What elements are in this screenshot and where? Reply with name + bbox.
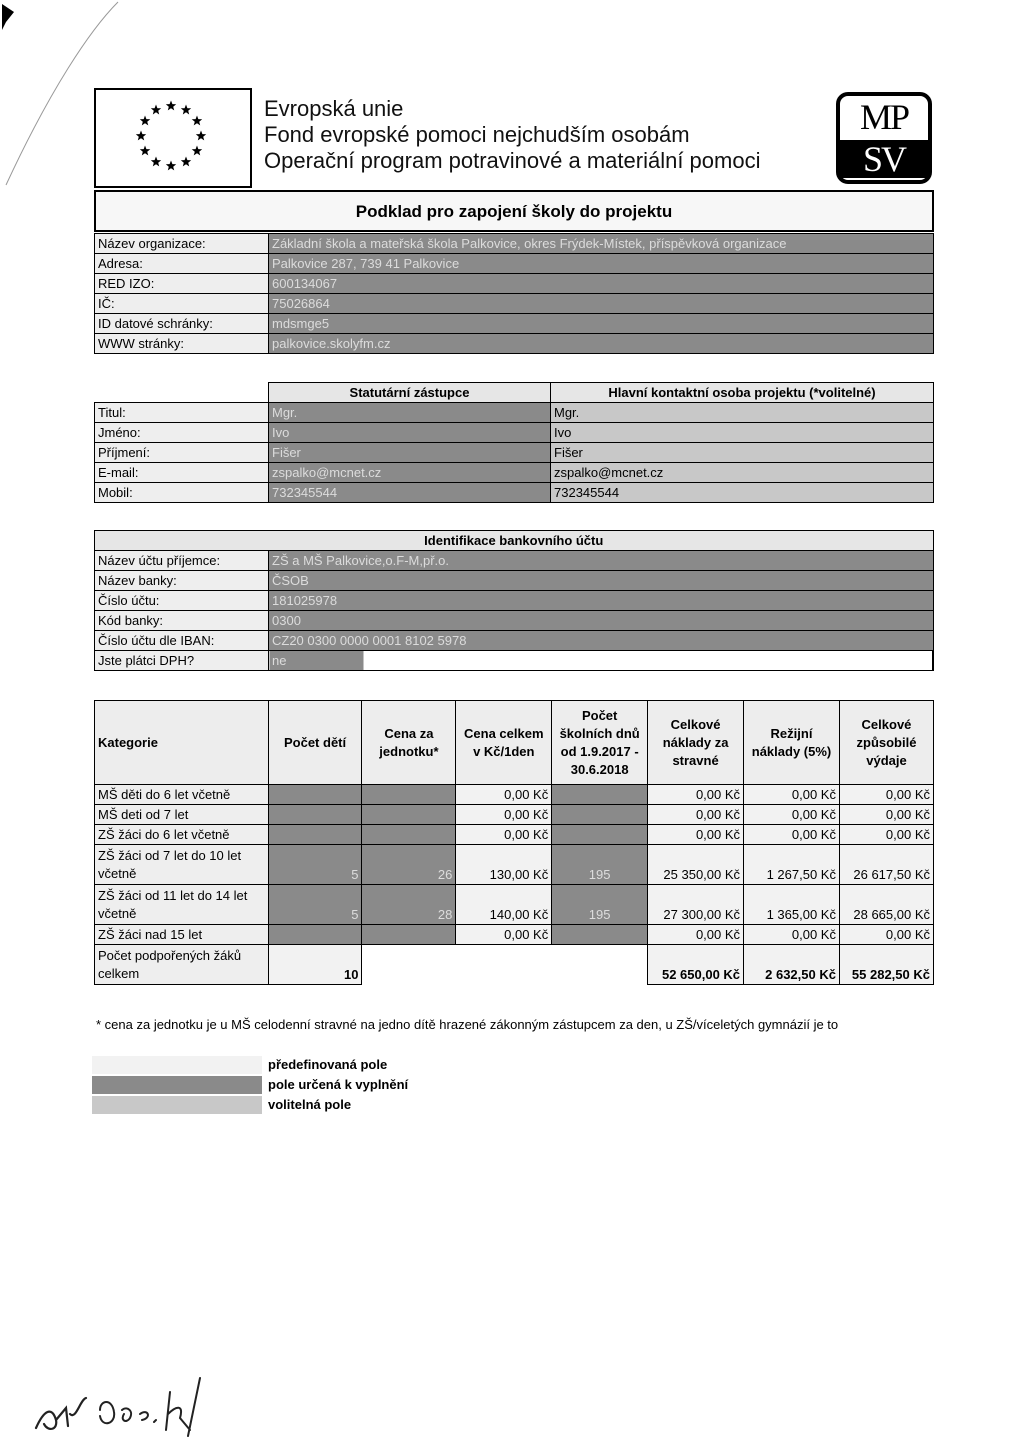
- cost-eligible: 0,00 Kč: [839, 925, 933, 945]
- cost-eligible: 0,00 Kč: [839, 825, 933, 845]
- bank-row: [95, 631, 934, 651]
- bank-label: Název účtu příjemce:: [95, 551, 269, 571]
- mpsv-logo-bottom: SV: [840, 140, 928, 178]
- cost-row: [95, 805, 934, 825]
- cost-count: [268, 825, 362, 845]
- cost-total-blank-2: [456, 945, 552, 985]
- contacts-header-blank: [95, 383, 269, 403]
- contact-main-value: zspalko@mcnet.cz: [551, 463, 934, 483]
- bank-label: Číslo účtu:: [95, 591, 269, 611]
- costs-col-eligible: Celkové způsobilé výdaje: [839, 701, 933, 785]
- cost-unit-price: 28: [362, 885, 456, 925]
- footnote: * cena za jednotku je u MŠ celodenní stravné na jedno dítě hrazené zákonným zástupcem za den, u ZŠ/víceletých gymnázií je to: [96, 1017, 839, 1032]
- cost-eligible: 28 665,00 Kč: [839, 885, 933, 925]
- contact-main-value: Ivo: [551, 423, 934, 443]
- cost-row: [95, 845, 934, 885]
- contacts-header-row: [95, 383, 934, 403]
- organization-label: WWW stránky:: [95, 334, 269, 354]
- contact-main-value: Fišer: [551, 443, 934, 463]
- legend-swatch-predefined: [92, 1056, 262, 1074]
- cost-total-day: 0,00 Kč: [456, 825, 552, 845]
- organization-row: [95, 274, 934, 294]
- cost-category: MŠ děti do 6 let včetně: [95, 785, 269, 805]
- costs-table: [94, 700, 934, 985]
- cost-meal-costs: 0,00 Kč: [648, 785, 744, 805]
- cost-overhead: 1 365,00 Kč: [744, 885, 840, 925]
- legend-predefined: předefinovaná pole: [268, 1057, 388, 1072]
- cost-overhead: 0,00 Kč: [744, 925, 840, 945]
- contact-label: Titul:: [95, 403, 269, 423]
- cost-category: ZŠ žáci do 6 let včetně: [95, 825, 269, 845]
- cost-total-day: 0,00 Kč: [456, 805, 552, 825]
- contact-label: Příjmení:: [95, 443, 269, 463]
- cost-overhead: 1 267,50 Kč: [744, 845, 840, 885]
- header-line-3: Operační program potravinové a materiální pomoci: [264, 148, 761, 173]
- cost-unit-price: [362, 925, 456, 945]
- organization-table: [94, 233, 934, 354]
- organization-row: [95, 334, 934, 354]
- contact-statutory-value: Ivo: [269, 423, 551, 443]
- organization-label: RED IZO:: [95, 274, 269, 294]
- cost-meal-costs: 0,00 Kč: [648, 805, 744, 825]
- organization-row: [95, 314, 934, 334]
- costs-col-meal-costs: Celkové náklady za stravné: [648, 701, 744, 785]
- contact-row: [95, 403, 934, 423]
- cost-unit-price: 26: [362, 845, 456, 885]
- cost-total-eligible: 55 282,50 Kč: [839, 945, 933, 985]
- contact-main-value: 732345544: [551, 483, 934, 503]
- cost-count: [268, 785, 362, 805]
- cost-category: MŠ deti od 7 let: [95, 805, 269, 825]
- costs-header-row: [95, 701, 934, 785]
- header-line-1: Evropská unie: [264, 96, 404, 121]
- organization-row: [95, 254, 934, 274]
- cost-meal-costs: 0,00 Kč: [648, 925, 744, 945]
- organization-value: Palkovice 287, 739 41 Palkovice: [269, 254, 934, 274]
- cost-total-day: 130,00 Kč: [456, 845, 552, 885]
- cost-row: [95, 925, 934, 945]
- organization-row: [95, 234, 934, 254]
- cost-total-day: 140,00 Kč: [456, 885, 552, 925]
- organization-label: Název organizace:: [95, 234, 269, 254]
- cost-count: 5: [268, 885, 362, 925]
- bank-label: Číslo účtu dle IBAN:: [95, 631, 269, 651]
- cost-total-day: 0,00 Kč: [456, 785, 552, 805]
- bank-row: [95, 611, 934, 631]
- organization-label: IČ:: [95, 294, 269, 314]
- eu-flag: [94, 88, 252, 188]
- bank-label: Kód banky:: [95, 611, 269, 631]
- legend-swatch-optional: [92, 1096, 262, 1114]
- contact-label: Jméno:: [95, 423, 269, 443]
- cost-total-category: Počet podpořených žáků celkem: [95, 945, 269, 985]
- cost-overhead: 0,00 Kč: [744, 785, 840, 805]
- contact-row: [95, 463, 934, 483]
- cost-unit-price: [362, 825, 456, 845]
- cost-row: [95, 825, 934, 845]
- legend-required: pole určená k vyplnění: [268, 1077, 409, 1092]
- cost-total-blank-1: [362, 945, 456, 985]
- cost-school-days: 195: [552, 845, 648, 885]
- organization-value: 600134067: [269, 274, 934, 294]
- contact-row: [95, 423, 934, 443]
- bank-header-row: [95, 531, 934, 551]
- bank-table: [94, 530, 934, 671]
- organization-value: Základní škola a mateřská škola Palkovice, okres Frýdek-Místek, příspěvková organizace: [269, 234, 934, 254]
- cost-eligible: 0,00 Kč: [839, 785, 933, 805]
- bank-label: Jste plátci DPH?: [95, 651, 269, 671]
- bank-value: CZ20 0300 0000 0001 8102 5978: [269, 631, 934, 651]
- header-line-2: Fond evropské pomoci nejchudším osobám: [264, 122, 690, 147]
- cost-meal-costs: 27 300,00 Kč: [648, 885, 744, 925]
- cost-total-day: 0,00 Kč: [456, 925, 552, 945]
- cost-school-days: [552, 785, 648, 805]
- cost-category: ZŠ žáci od 11 let do 14 let včetně: [95, 885, 269, 925]
- bank-value: 181025978: [269, 591, 934, 611]
- bank-label: Název banky:: [95, 571, 269, 591]
- cost-category: ZŠ žáci nad 15 let: [95, 925, 269, 945]
- costs-col-unit-price: Cena za jednotku*: [362, 701, 456, 785]
- eu-stars-icon: [96, 90, 250, 186]
- organization-label: ID datové schránky:: [95, 314, 269, 334]
- bank-row: [95, 651, 934, 671]
- cost-count: 5: [268, 845, 362, 885]
- contact-statutory-value: Fišer: [269, 443, 551, 463]
- bank-value: ne: [269, 651, 934, 671]
- costs-col-total-day: Cena celkem v Kč/1den: [456, 701, 552, 785]
- cost-count: [268, 925, 362, 945]
- contacts-table: [94, 382, 934, 503]
- contact-main-value: Mgr.: [551, 403, 934, 423]
- legend-swatch-required: [92, 1076, 262, 1094]
- cost-eligible: 0,00 Kč: [839, 805, 933, 825]
- handwritten-signature: [30, 1370, 230, 1440]
- cost-unit-price: [362, 805, 456, 825]
- contacts-col-statutory: Statutární zástupce: [269, 383, 551, 403]
- cost-school-days: 195: [552, 885, 648, 925]
- legend-optional: volitelná pole: [268, 1097, 352, 1112]
- contact-row: [95, 443, 934, 463]
- cost-meal-costs: 0,00 Kč: [648, 825, 744, 845]
- cost-total-overhead: 2 632,50 Kč: [744, 945, 840, 985]
- cost-unit-price: [362, 785, 456, 805]
- costs-col-count: Počet dětí: [268, 701, 362, 785]
- document-title: Podklad pro zapojení školy do projektu: [94, 190, 934, 232]
- cost-overhead: 0,00 Kč: [744, 805, 840, 825]
- cost-meal-costs: 25 350,00 Kč: [648, 845, 744, 885]
- cost-school-days: [552, 805, 648, 825]
- organization-value: palkovice.skolyfm.cz: [269, 334, 934, 354]
- contacts-col-main-contact: Hlavní kontaktní osoba projektu (*volitelné): [551, 383, 934, 403]
- costs-col-overhead: Režijní náklady (5%): [744, 701, 840, 785]
- bank-value: ČSOB: [269, 571, 934, 591]
- contact-statutory-value: Mgr.: [269, 403, 551, 423]
- mpsv-logo-top: MP: [859, 97, 909, 137]
- organization-label: Adresa:: [95, 254, 269, 274]
- cost-total-blank-3: [552, 945, 648, 985]
- costs-col-school-days: Počet školních dnů od 1.9.2017 - 30.6.2018: [552, 701, 648, 785]
- cost-total-meal-costs: 52 650,00 Kč: [648, 945, 744, 985]
- cost-school-days: [552, 825, 648, 845]
- cost-overhead: 0,00 Kč: [744, 825, 840, 845]
- mpsv-logo: [836, 92, 932, 184]
- organization-row: [95, 294, 934, 314]
- bank-heading: Identifikace bankovního účtu: [95, 531, 934, 551]
- organization-value: mdsmge5: [269, 314, 934, 334]
- cost-category: ZŠ žáci od 7 let do 10 let včetně: [95, 845, 269, 885]
- contact-label: Mobil:: [95, 483, 269, 503]
- cost-row: [95, 785, 934, 805]
- contact-row: [95, 483, 934, 503]
- organization-value: 75026864: [269, 294, 934, 314]
- cost-total-count: 10: [268, 945, 362, 985]
- contact-statutory-value: zspalko@mcnet.cz: [269, 463, 551, 483]
- bank-row: [95, 551, 934, 571]
- bank-value: ZŠ a MŠ Palkovice,o.F-M,př.o.: [269, 551, 934, 571]
- cost-school-days: [552, 925, 648, 945]
- bank-value: 0300: [269, 611, 934, 631]
- cost-row: [95, 885, 934, 925]
- cost-total-row: [95, 945, 934, 985]
- cost-eligible: 26 617,50 Kč: [839, 845, 933, 885]
- contact-statutory-value: 732345544: [269, 483, 551, 503]
- bank-row: [95, 571, 934, 591]
- cost-count: [268, 805, 362, 825]
- bank-row: [95, 591, 934, 611]
- costs-col-category: Kategorie: [95, 701, 269, 785]
- contact-label: E-mail:: [95, 463, 269, 483]
